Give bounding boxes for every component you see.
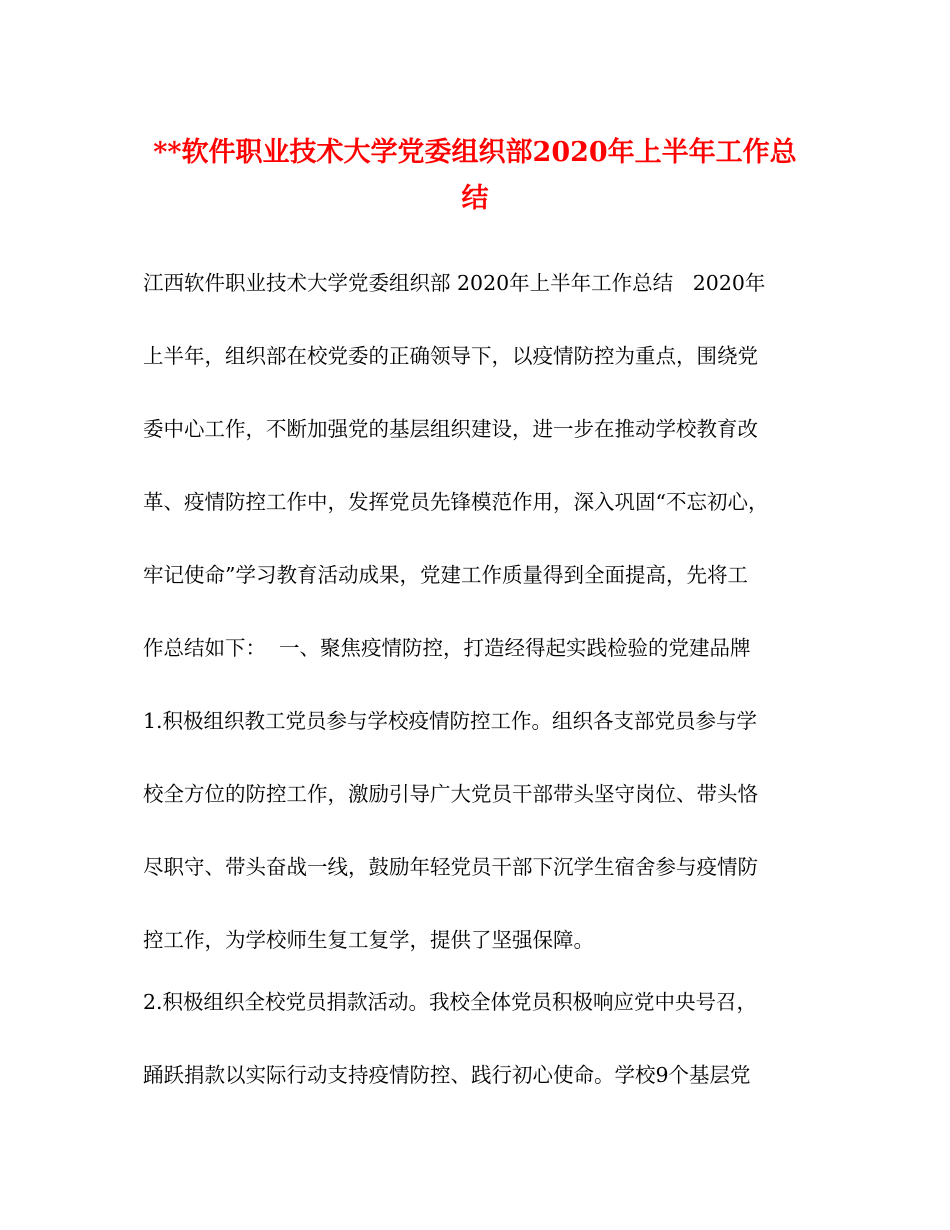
body-line-11: 2.积极组织全校党员捐款活动。我校全体党员积极响应党中央号召， — [143, 990, 758, 1014]
body-line-12: 踊跃捐款以实际行动支持疫情防控、践行初心使命。学校9个基层党 — [143, 1063, 751, 1087]
body-line-8: 校全方位的防控工作，激励引导广大党员干部带头坚守岗位、带头恪 — [143, 782, 758, 806]
body-line-7: 1.积极组织教工党员参与学校疫情防控工作。组织各支部党员参与学 — [143, 709, 758, 733]
title-line-2: 结 — [461, 183, 489, 214]
body-line-1: 江西软件职业技术大学党委组织部 2020年上半年工作总结 2020年 — [143, 271, 766, 295]
body-line-10: 控工作，为学校师生复工复学，提供了坚强保障。 — [143, 928, 594, 952]
body-line-5: 牢记使命”学习教育活动成果，党建工作质量得到全面提高，先将工 — [143, 563, 748, 587]
body-line-6: 作总结如下： 一、聚焦疫情防控，打造经得起实践检验的党建品牌 — [143, 636, 751, 660]
body-line-2: 上半年，组织部在校党委的正确领导下，以疫情防控为重点，围绕党 — [143, 344, 758, 368]
document-title — [130, 130, 820, 222]
body-line-9: 尽职守、带头奋战一线，鼓励年轻党员干部下沉学生宿舍参与疫情防 — [143, 855, 758, 879]
body-line-3: 委中心工作，不断加强党的基层组织建设，进一步在推动学校教育改 — [143, 417, 758, 441]
title-line-1: **软件职业技术大学党委组织部2020年上半年工作总 — [153, 137, 797, 168]
body-line-4: 革、疫情防控工作中，发挥党员先锋模范作用，深入巩固“不忘初心， — [143, 490, 769, 514]
